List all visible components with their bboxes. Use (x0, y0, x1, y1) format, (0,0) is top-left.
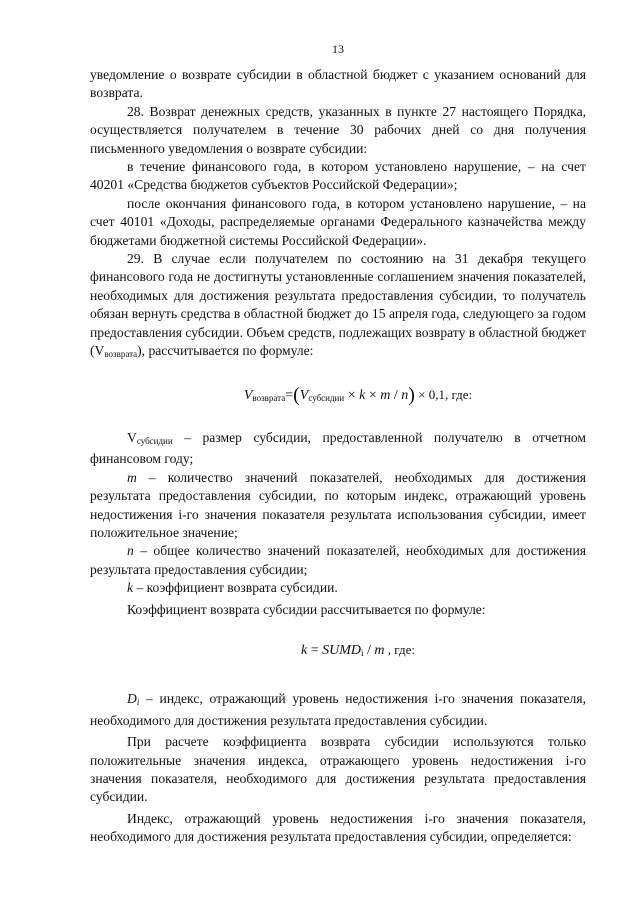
formula1-lhs-sub: возврата (252, 392, 286, 403)
document-body (90, 66, 586, 847)
formula2-eq: = (307, 642, 323, 658)
paragraph-continuation: уведомление о возврате субсидии в областной бюджет с указанием оснований для возврата. (90, 67, 586, 101)
formula1-slash: / (390, 387, 402, 403)
formula1-op2: × (365, 387, 381, 403)
paragraph-index-definition: Индекс, отражающий уровень недостижения i-го значения показателя, необходимого для достижения результата предоставления субсидии, определяется: (90, 810, 586, 845)
definition-v-subsidy-text: – размер субсидии, предоставленной получателю в отчетном финансовом году; (90, 429, 586, 467)
formula2-slash: / (363, 642, 375, 658)
formula1-m: m (380, 387, 391, 403)
definition-v-subsidy-var: V (127, 429, 137, 445)
paragraph-29-text-b: ), рассчитывается по формуле: (137, 343, 314, 359)
paragraph-account-40101: после окончания финансового года, в котором установлено нарушение, – на счет 40101 «Доходы, распределяемые органами Федерального казначейства между бюджетами бюджетной системы Российской Федерации». (90, 195, 586, 248)
formula1-v-sub: субсидии (308, 392, 345, 403)
paragraph-29 (90, 250, 586, 363)
formula1-op1: × (344, 387, 360, 403)
formula2-k: k (301, 642, 308, 658)
definition-d-var: D (127, 691, 137, 707)
formula1-v-var: V (299, 387, 309, 403)
page-number: 13 (332, 42, 344, 56)
definition-k-text: – коэффициент возврата субсидии. (133, 580, 338, 596)
definition-m-text: – количество значений показателей, необходимых для достижения результата предоставления субсидии, по которым индекс, отражающий уровень недостижения i-го значения показателя результата использования субсидии, имеет положительное значение; (90, 469, 586, 540)
formula2-tail: , где: (384, 641, 415, 657)
paragraph-coefficient-intro: Коэффициент возврата субсидии рассчитывается по формуле: (127, 601, 486, 617)
formula1-k: k (359, 387, 366, 403)
paragraph-account-40201: в течение финансового года, в котором установлено нарушение, – на счет 40201 «Средства бюджетов субъектов Российской Федерации»; (90, 159, 586, 193)
formula-coefficient (130, 641, 586, 662)
formula2-m: m (374, 642, 385, 658)
definition-d-text: – индекс, отражающий уровень недостижения i-го значения показателя, необходимого для достижения результата предоставления субсидии. (90, 691, 586, 728)
paragraph-28: 28. Возврат денежных средств, указанных в пункте 27 настоящего Порядка, осуществляется получателем в течение 30 рабочих дней со дня получения письменного уведомления о возврате субсидии: (90, 103, 586, 156)
formula1-eq: = (285, 387, 294, 403)
formula1-n: n (401, 387, 409, 403)
definition-v-subsidy (90, 429, 586, 469)
definition-n (90, 542, 586, 579)
definition-m (90, 469, 586, 543)
paragraph-29-text-a: 29. В случае если получателем по состоянию на 31 декабря текущего финансового года не достигнуты установленные соглашением значения показателей, необходимых для достижения результата предоставления субсидии, то получатель обязан вернуть средства в областной бюджет до 15 апреля года, следующего за годом предоставления субсидии. Объем средств, подлежащих возврату в областной бюджет (V (90, 251, 586, 359)
formula1-close-paren: ) (408, 383, 415, 406)
definition-m-var: m (127, 469, 137, 485)
definition-d-sub: i (136, 697, 140, 708)
formula2-sub: i (361, 647, 364, 658)
formula1-tail: × 0,1, где: (414, 386, 473, 402)
paragraph-positive-values: При расчете коэффициента возврата субсидии используются только положительные значения индекса, отражающего уровень недостижения i-го значения показателя, необходимого для достижения результата предоставления субсидии. (90, 734, 586, 805)
formula2-sum: SUMD (322, 642, 362, 658)
formula1-open-paren: ( (293, 383, 300, 406)
definition-n-text: – общее количество значений показателей, необходимых для достижения результата предоставления субсидии; (90, 543, 586, 577)
definition-k (90, 579, 586, 597)
definition-n-var: n (127, 543, 134, 559)
paragraph-29-subscript: возврата (104, 349, 138, 360)
formula1-lhs-var: V (243, 387, 253, 403)
definition-k-var: k (127, 580, 134, 596)
definition-d-index (90, 690, 586, 730)
formula-return-volume (130, 383, 586, 407)
definition-v-subsidy-sub: субсидии (136, 435, 173, 446)
